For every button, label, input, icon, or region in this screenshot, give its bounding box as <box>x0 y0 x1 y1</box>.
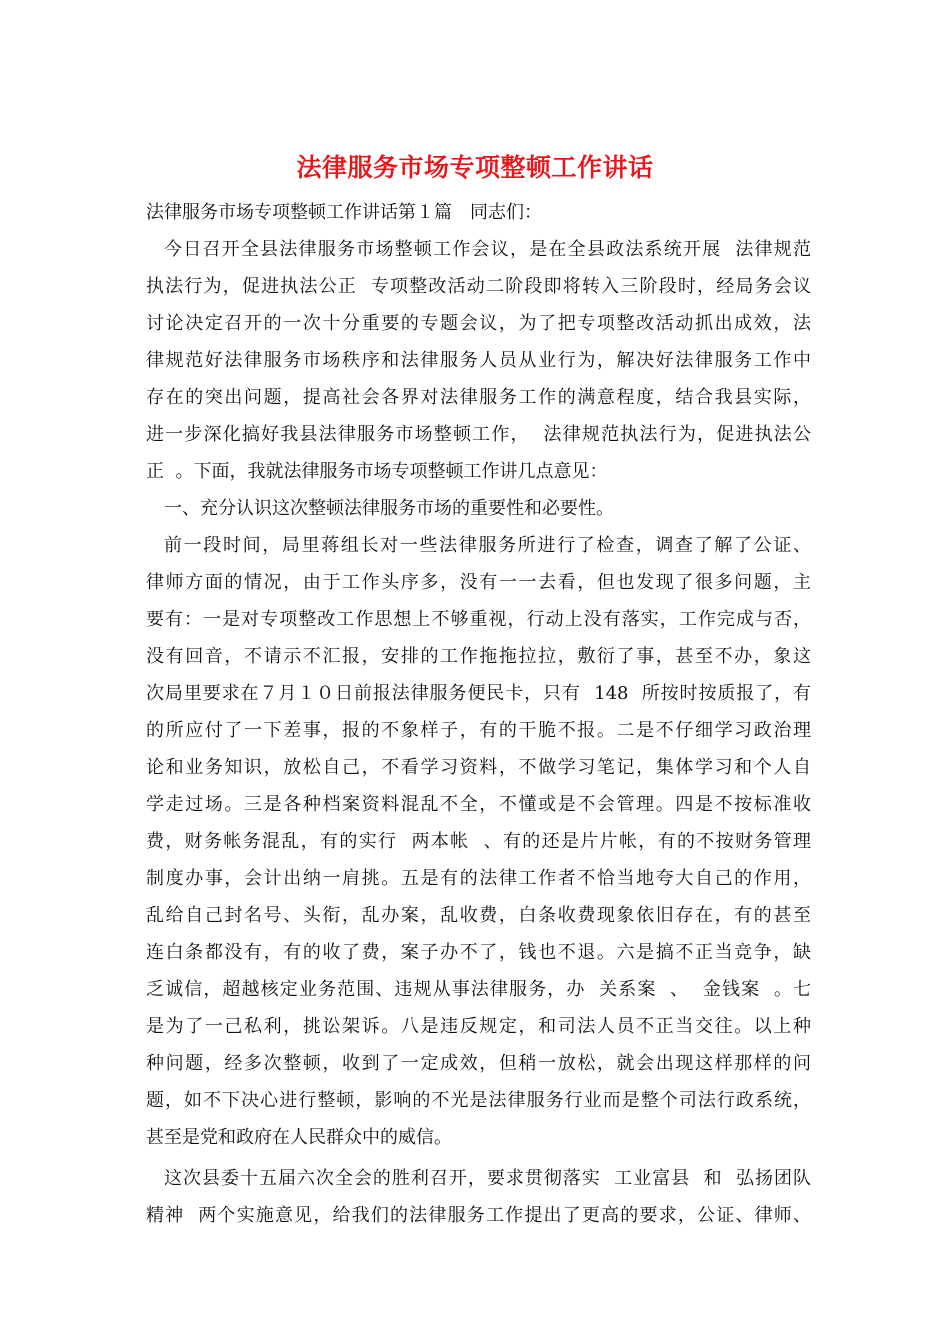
text-line: 存在的突出问题，提高社会各界对法律服务工作的满意程度，结合我县实际， <box>146 387 811 408</box>
text-line: 学走过场。三是各种档案资料混乱不全，不懂或是不会管理。四是不按标准收 <box>146 794 811 815</box>
text-line: 今日召开全县法律服务市场整顿工作会议，是在全县政法系统开展 法律规范 <box>164 239 811 260</box>
text-line: 次局里要求在７月１０日前报法律服务便民卡，只有 148 所按时按质报了，有 <box>146 683 811 704</box>
text-line: 律师方面的情况，由于工作头序多，没有一一去看，但也发现了很多问题，主 <box>146 572 811 593</box>
text-line: 题，如不下决心进行整顿，影响的不光是法律服务行业而是整个司法行政系统， <box>146 1090 811 1111</box>
text-line: 正 。下面，我就法律服务市场专项整顿工作讲几点意见： <box>146 461 608 482</box>
text-line: 连白条都没有，有的收了费，案子办不了，钱也不退。六是搞不正当竞争，缺 <box>146 942 811 963</box>
text-line: 种问题，经多次整顿，收到了一定成效，但稍一放松，就会出现这样那样的问 <box>146 1053 811 1074</box>
text-line: 费，财务帐务混乱，有的实行 两本帐 、有的还是片片帐，有的不按财务管理 <box>146 831 811 852</box>
text-line: 精神 两个实施意见，给我们的法律服务工作提出了更高的要求，公证、律师、 <box>146 1205 811 1226</box>
text-line: 是为了一己私利，挑讼架诉。八是违反规定，和司法人员不正当交往。以上种 <box>146 1016 811 1037</box>
text-line: 要有：一是对专项整改工作思想上不够重视，行动上没有落实，工作完成与否， <box>146 609 811 630</box>
section-heading: 一、充分认识这次整顿法律服务市场的重要性和必要性。 <box>164 498 614 519</box>
text-line: 法律服务市场专项整顿工作讲话第１篇 同志们： <box>146 202 542 223</box>
text-line: 乱给自己封名号、头衔，乱办案，乱收费，白条收费现象依旧存在，有的甚至 <box>146 905 811 926</box>
document-title: 法律服务市场专项整顿工作讲话 <box>296 153 654 182</box>
text-line: 制度办事，会计出纳一肩挑。五是有的法律工作者不恰当地夸大自己的作用， <box>146 868 811 889</box>
text-line: 进一步深化搞好我县法律服务市场整顿工作， 法律规范执法行为，促进执法公 <box>146 424 811 445</box>
text-line: 乏诚信，超越核定业务范围、违规从事法律服务，办 关系案 、 金钱案 。七 <box>146 979 811 1000</box>
text-line: 论和业务知识，放松自己，不看学习资料，不做学习笔记，集体学习和个人自 <box>146 757 811 778</box>
text-line: 讨论决定召开的一次十分重要的专题会议，为了把专项整改活动抓出成效，法 <box>146 313 811 334</box>
text-line: 执法行为，促进执法公正 专项整改活动二阶段即将转入三阶段时，经局务会议 <box>146 276 811 297</box>
text-line: 甚至是党和政府在人民群众中的威信。 <box>146 1127 452 1148</box>
text-line: 律规范好法律服务市场秩序和法律服务人员从业行为，解决好法律服务工作中 <box>146 350 811 371</box>
text-line: 这次县委十五届六次全会的胜利召开，要求贯彻落实 工业富县 和 弘扬团队 <box>164 1168 811 1189</box>
text-line: 没有回音，不请示不汇报，安排的工作拖拖拉拉，敷衍了事，甚至不办，象这 <box>146 646 811 667</box>
text-line: 前一段时间，局里蒋组长对一些法律服务所进行了检查，调查了解了公证、 <box>164 535 811 556</box>
document-body <box>146 194 811 1234</box>
text-line: 的所应付了一下差事，报的不象样子，有的干脆不报。二是不仔细学习政治理 <box>146 720 811 741</box>
